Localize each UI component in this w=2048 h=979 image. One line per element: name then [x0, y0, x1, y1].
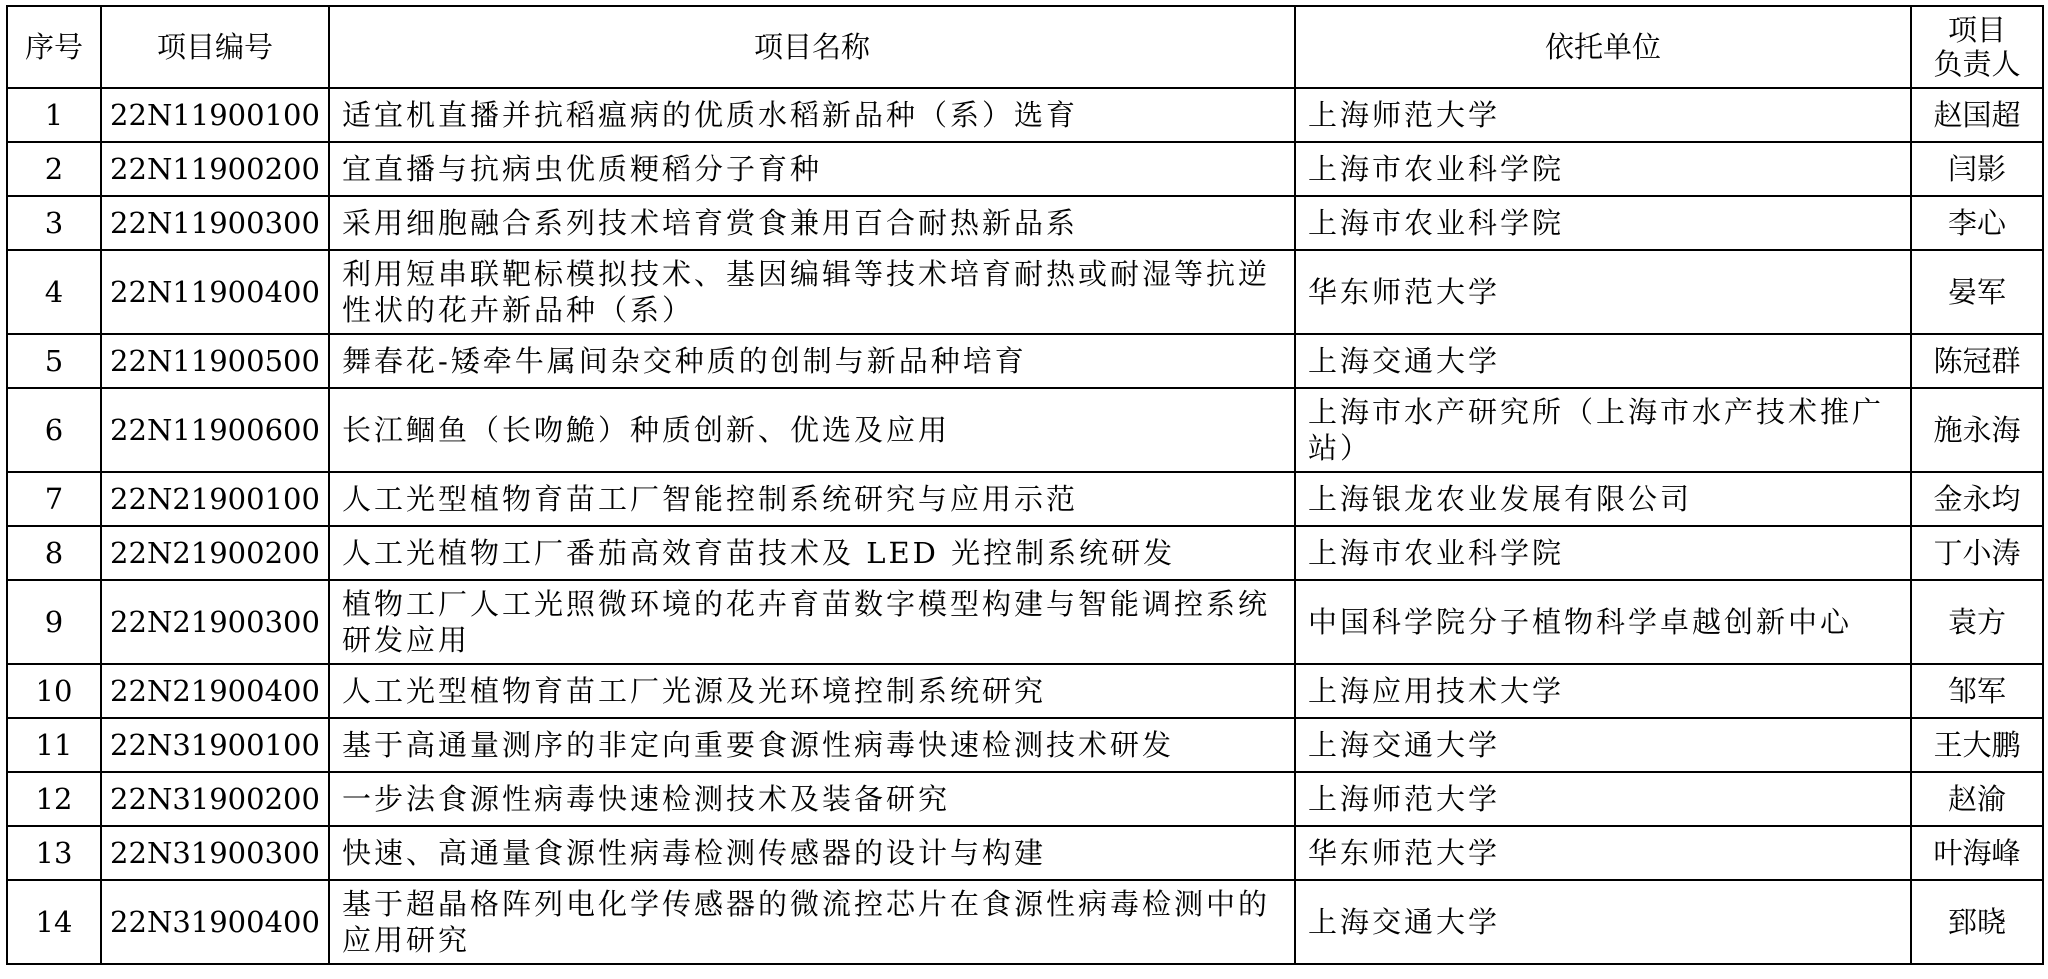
cell-index: 10 [7, 664, 101, 718]
cell-leader: 陈冠群 [1911, 334, 2043, 388]
table-row [7, 880, 2043, 964]
cell-org: 上海银龙农业发展有限公司 [1295, 472, 1911, 526]
cell-index: 11 [7, 718, 101, 772]
header-leader [1911, 6, 2043, 88]
cell-leader: 晏军 [1911, 250, 2043, 334]
cell-index: 5 [7, 334, 101, 388]
cell-code: 22N11900100 [101, 88, 329, 142]
header-leader-line1: 项目 [1947, 13, 2006, 47]
cell-code: 22N31900200 [101, 772, 329, 826]
cell-index: 13 [7, 826, 101, 880]
cell-org: 上海市农业科学院 [1295, 196, 1911, 250]
table-row [7, 196, 2043, 250]
header-leader-line2: 负责人 [1933, 47, 2021, 81]
cell-index: 14 [7, 880, 101, 964]
table-row [7, 826, 2043, 880]
header-name: 项目名称 [329, 6, 1295, 88]
cell-code: 22N21900100 [101, 472, 329, 526]
cell-leader: 施永海 [1911, 388, 2043, 472]
cell-code: 22N11900400 [101, 250, 329, 334]
table-row [7, 142, 2043, 196]
cell-index: 8 [7, 526, 101, 580]
cell-name: 人工光型植物育苗工厂智能控制系统研究与应用示范 [329, 472, 1295, 526]
table-row [7, 718, 2043, 772]
cell-org: 上海师范大学 [1295, 772, 1911, 826]
cell-leader: 叶海峰 [1911, 826, 2043, 880]
cell-org: 上海交通大学 [1295, 334, 1911, 388]
table-row [7, 472, 2043, 526]
cell-name: 长江鲴鱼（长吻鮠）种质创新、优选及应用 [329, 388, 1295, 472]
table-header-row [7, 6, 2043, 88]
cell-org: 上海交通大学 [1295, 880, 1911, 964]
table-row [7, 388, 2043, 472]
cell-code: 22N21900400 [101, 664, 329, 718]
cell-name: 适宜机直播并抗稻瘟病的优质水稻新品种（系）选育 [329, 88, 1295, 142]
cell-org: 华东师范大学 [1295, 250, 1911, 334]
cell-index: 7 [7, 472, 101, 526]
cell-name: 植物工厂人工光照微环境的花卉育苗数字模型构建与智能调控系统研发应用 [329, 580, 1295, 664]
cell-leader: 赵渝 [1911, 772, 2043, 826]
cell-org: 上海应用技术大学 [1295, 664, 1911, 718]
cell-index: 3 [7, 196, 101, 250]
cell-leader: 闫影 [1911, 142, 2043, 196]
cell-leader: 李心 [1911, 196, 2043, 250]
project-table [6, 5, 2044, 965]
cell-index: 4 [7, 250, 101, 334]
cell-leader: 王大鹏 [1911, 718, 2043, 772]
cell-leader: 金永均 [1911, 472, 2043, 526]
cell-code: 22N11900600 [101, 388, 329, 472]
cell-code: 22N21900300 [101, 580, 329, 664]
cell-leader: 郅晓 [1911, 880, 2043, 964]
cell-name: 一步法食源性病毒快速检测技术及装备研究 [329, 772, 1295, 826]
cell-org: 华东师范大学 [1295, 826, 1911, 880]
cell-name: 基于超晶格阵列电化学传感器的微流控芯片在食源性病毒检测中的应用研究 [329, 880, 1295, 964]
cell-name: 人工光植物工厂番茄高效育苗技术及 LED 光控制系统研发 [329, 526, 1295, 580]
header-code: 项目编号 [101, 6, 329, 88]
cell-org: 上海市农业科学院 [1295, 526, 1911, 580]
cell-org: 中国科学院分子植物科学卓越创新中心 [1295, 580, 1911, 664]
header-index: 序号 [7, 6, 101, 88]
cell-code: 22N31900400 [101, 880, 329, 964]
cell-org: 上海市水产研究所（上海市水产技术推广站） [1295, 388, 1911, 472]
header-org: 依托单位 [1295, 6, 1911, 88]
cell-code: 22N11900200 [101, 142, 329, 196]
cell-org: 上海市农业科学院 [1295, 142, 1911, 196]
cell-index: 6 [7, 388, 101, 472]
table-row [7, 526, 2043, 580]
cell-code: 22N31900300 [101, 826, 329, 880]
table-row [7, 580, 2043, 664]
table-row [7, 88, 2043, 142]
cell-leader: 赵国超 [1911, 88, 2043, 142]
table-row [7, 664, 2043, 718]
cell-org: 上海交通大学 [1295, 718, 1911, 772]
cell-index: 12 [7, 772, 101, 826]
table-row [7, 772, 2043, 826]
cell-name: 舞春花-矮牵牛属间杂交种质的创制与新品种培育 [329, 334, 1295, 388]
cell-name: 人工光型植物育苗工厂光源及光环境控制系统研究 [329, 664, 1295, 718]
cell-leader: 邹军 [1911, 664, 2043, 718]
cell-name: 宜直播与抗病虫优质粳稻分子育种 [329, 142, 1295, 196]
cell-leader: 丁小涛 [1911, 526, 2043, 580]
cell-index: 1 [7, 88, 101, 142]
cell-index: 9 [7, 580, 101, 664]
table-row [7, 250, 2043, 334]
cell-code: 22N21900200 [101, 526, 329, 580]
cell-index: 2 [7, 142, 101, 196]
cell-org: 上海师范大学 [1295, 88, 1911, 142]
cell-leader: 袁方 [1911, 580, 2043, 664]
cell-code: 22N11900300 [101, 196, 329, 250]
cell-name: 快速、高通量食源性病毒检测传感器的设计与构建 [329, 826, 1295, 880]
cell-code: 22N11900500 [101, 334, 329, 388]
cell-name: 利用短串联靶标模拟技术、基因编辑等技术培育耐热或耐湿等抗逆性状的花卉新品种（系） [329, 250, 1295, 334]
table-row [7, 334, 2043, 388]
cell-name: 采用细胞融合系列技术培育赏食兼用百合耐热新品系 [329, 196, 1295, 250]
cell-name: 基于高通量测序的非定向重要食源性病毒快速检测技术研发 [329, 718, 1295, 772]
cell-code: 22N31900100 [101, 718, 329, 772]
